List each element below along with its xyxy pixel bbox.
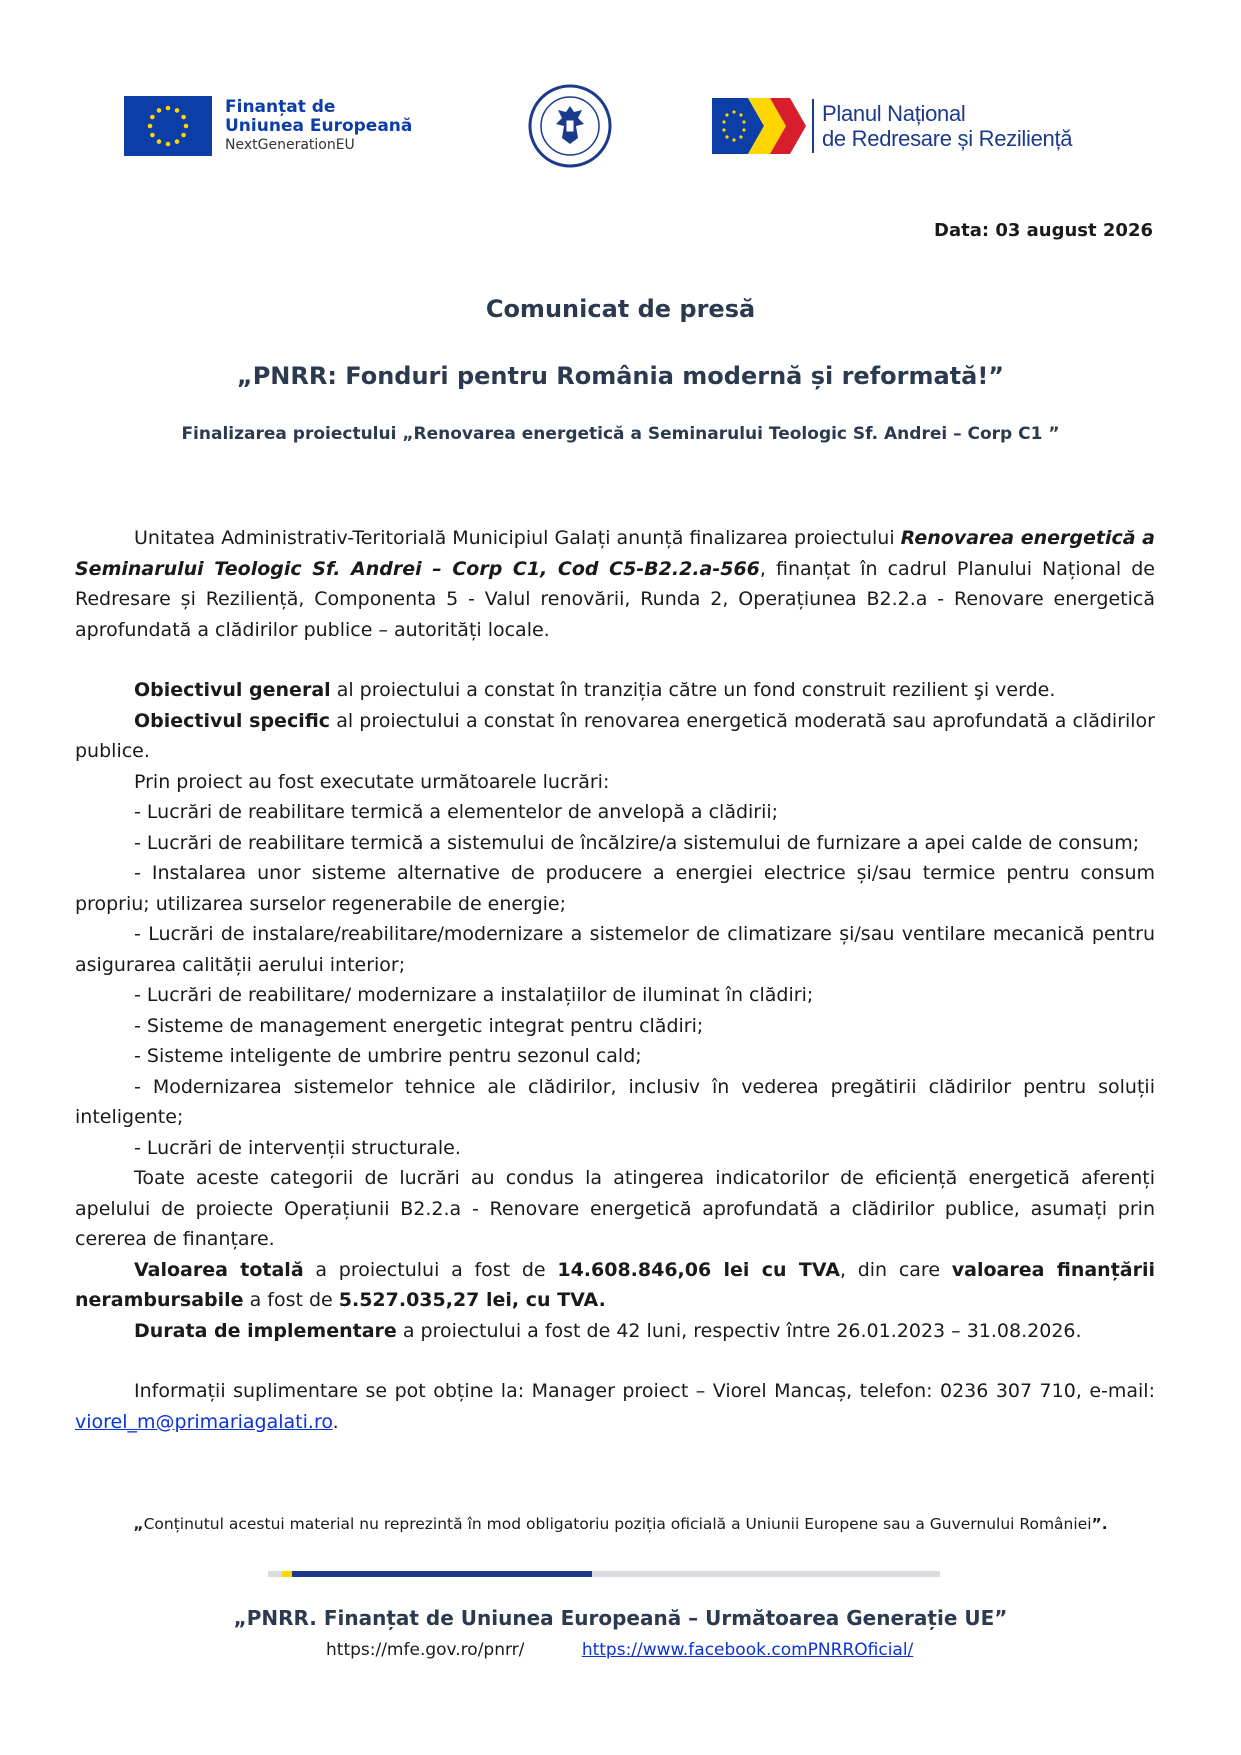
list-item: - Lucrări de intervenții structurale.: [134, 1136, 461, 1159]
disclaimer: [0, 1515, 1241, 1533]
list-item: - Modernizarea sistemelor tehnice ale clădirilor, inclusiv în vederea pregătirii clădirilor pentru soluții inteligente;: [75, 1075, 1155, 1128]
duration-paragraph: [75, 1316, 1155, 1347]
pnrr-site-link[interactable]: https://mfe.gov.ro/pnrr/: [326, 1640, 525, 1660]
duration-text: a proiectului a fost de 42 luni, respectiv între 26.01.2023 – 31.08.2026.: [396, 1319, 1082, 1342]
value-text-3: a fost de: [243, 1289, 339, 1311]
facebook-link[interactable]: https://www.facebook.comPNRROficial/: [581, 1640, 914, 1660]
works-intro: Prin proiect au fost executate următoarele lucrări:: [134, 770, 610, 793]
disclaimer-text: Conținutul acestui material nu reprezintă în mod obligatoriu poziția oficială a Uniunii Europene sau a Guvernului României: [143, 1515, 1092, 1533]
footer-links: [326, 1640, 913, 1660]
general-objective-label: Obiectivul general: [134, 679, 331, 701]
eu-flag-icon: [124, 96, 212, 156]
list-item: - Sisteme de management energetic integrat pentru clădiri;: [134, 1014, 704, 1037]
document-subtitle: Finalizarea proiectului „Renovarea energetică a Seminarului Teologic Sf. Andrei – Corp C1 ”: [181, 424, 1060, 444]
list-item: - Lucrări de reabilitare termică a elementelor de anvelopă a clădirii;: [134, 801, 779, 823]
intro-paragraph: [75, 523, 1155, 645]
press-release-body: [75, 523, 1155, 1437]
general-objective: [75, 675, 1155, 706]
value-text: a proiectului a fost de: [303, 1258, 558, 1281]
pnrr-logo-line1: Planul Național: [822, 101, 966, 126]
non-reimbursable-label: valoarea finanțării nerambursabile: [75, 1258, 1155, 1311]
total-value: 14.608.846,06 lei cu TVA: [557, 1258, 840, 1281]
eu-funding-logo: [124, 96, 412, 156]
contact-paragraph: [75, 1376, 1155, 1437]
eu-logo-line3: NextGenerationEU: [225, 136, 355, 153]
value-label: Valoarea totală: [134, 1258, 304, 1281]
disclaimer-open-quote: „: [133, 1515, 144, 1533]
duration-label: Durata de implementare: [134, 1319, 397, 1342]
coat-of-arms-icon: [528, 84, 612, 168]
pnrr-logo-line2: de Redresare și Reziliență: [822, 126, 1073, 151]
intro-text-end: , finanțat în cadrul Planului Național de Redresare și Reziliență, Componenta 5 - Valul renovării, Runda 2, Operațiunea B2.2.a - Renovare energetică aprofundată a clădirilor publice – autorități locale.: [75, 557, 1155, 641]
document-title: Comunicat de presă: [485, 295, 756, 323]
romanian-government-seal: [528, 84, 612, 168]
specific-objective-label: Obiectivul specific: [134, 709, 331, 732]
non-reimbursable-value: 5.527.035,27 lei, cu TVA.: [338, 1289, 606, 1311]
footer-divider-bar: [268, 1565, 940, 1577]
page-header: [0, 0, 1241, 190]
value-text-2: , din care: [839, 1258, 952, 1281]
project-name: Renovarea energetică a Seminarului Teologic Sf. Andrei – Corp C1, Cod C5-B2.2.a-566: [75, 527, 1155, 580]
pnrr-logo: [712, 98, 1072, 154]
footer-slogan: „PNRR. Finanțat de Uniunea Europeană – Următoarea Generație UE”: [233, 1606, 1008, 1630]
specific-objective: [75, 706, 1155, 767]
specific-objective-text: al proiectului a constat în renovarea energetică moderată sau aprofundată a clădirilor publice.: [75, 709, 1155, 762]
value-paragraph: [75, 1255, 1155, 1316]
eu-logo-line1: Finanțat de: [225, 96, 336, 117]
disclaimer-close-quote: ”.: [1091, 1515, 1108, 1533]
document-slogan: „PNRR: Fonduri pentru România modernă și reformată!”: [236, 362, 1005, 390]
list-item: - Lucrări de instalare/reabilitare/modernizare a sistemelor de climatizare și/sau ventilare mecanică pentru asigurarea calității aerului interior;: [75, 923, 1155, 976]
eu-logo-line2: Uniunea Europeană: [225, 115, 413, 136]
list-item: - Lucrări de reabilitare/ modernizare a instalațiilor de iluminat în clădiri;: [134, 984, 814, 1006]
logo-divider: [812, 99, 814, 153]
conclusion-paragraph: Toate aceste categorii de lucrări au condus la atingerea indicatorilor de eficiență energetică aferenți apelului de proiecte Operațiunii B2.2.a - Renovare energetică aprofundată a clădirilor publice, asumați prin cererea de finanțare.: [75, 1167, 1155, 1250]
contact-end: .: [332, 1410, 339, 1433]
list-item: - Sisteme inteligente de umbrire pentru sezonul cald;: [134, 1045, 642, 1067]
list-item: - Lucrări de reabilitare termică a sistemului de încălzire/a sistemului de furnizare a apei calde de consum;: [134, 831, 1140, 854]
contact-text: Informații suplimentare se pot obține la: Manager proiect – Viorel Mancaș, telefon: 0236 307 710, e-mail:: [134, 1380, 1155, 1402]
list-item: - Instalarea unor sisteme alternative de producere a energiei electrice și/sau termice pentru consum propriu; utilizarea surselor regenerabile de energie;: [75, 862, 1155, 915]
intro-text: Unitatea Administrativ-Teritorială Municipiul Galați anunță finalizarea proiectului: [134, 527, 901, 549]
general-objective-text: al proiectului a constat în tranziția către un fond construit rezilient şi verde.: [330, 679, 1056, 701]
pnrr-flag-icon: [712, 98, 808, 154]
contact-email-link[interactable]: viorel_m@primariagalati.ro: [75, 1410, 333, 1433]
document-date: Data: 03 august 2026: [934, 220, 1153, 241]
